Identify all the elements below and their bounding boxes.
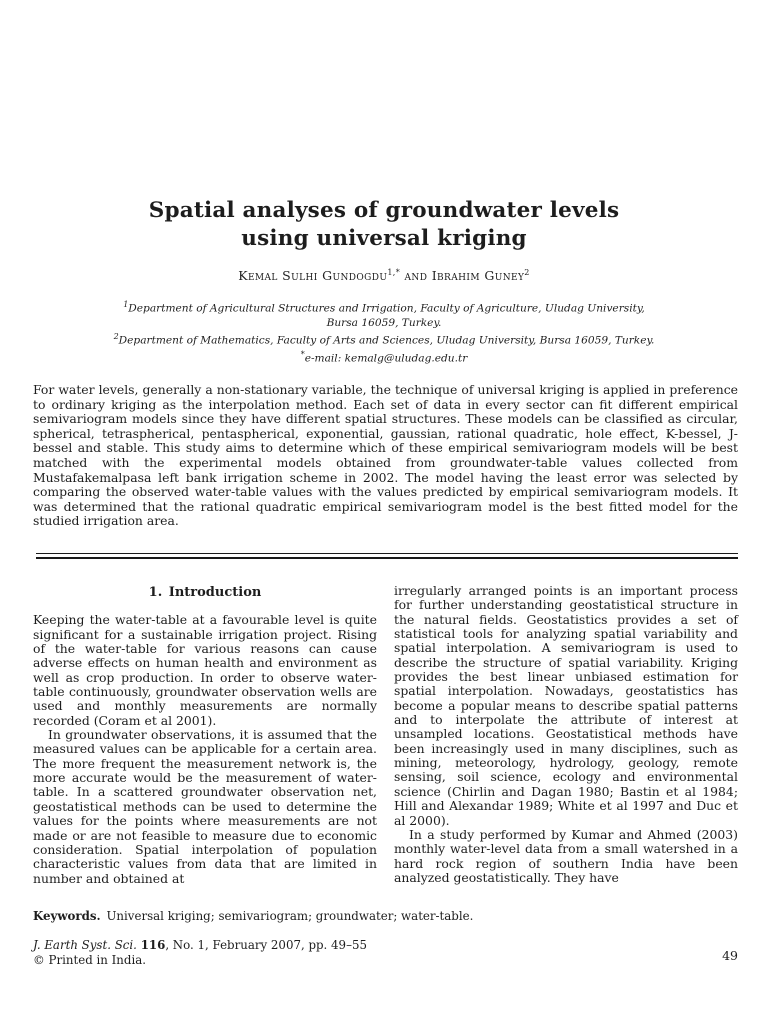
journal-name: J. Earth Syst. Sci. xyxy=(33,938,141,952)
author-2-superscript: 2 xyxy=(524,268,530,277)
affiliation-2-text: Department of Mathematics, Faculty of Arts and Sciences, Uludag University, Bursa 16059, Turkey. xyxy=(118,334,655,347)
author-2-name: Ibrahim Guney xyxy=(431,268,525,284)
journal-citation-line xyxy=(33,938,367,953)
authors-line xyxy=(0,268,768,283)
page-number: 49 xyxy=(722,948,738,963)
affiliation-1-line-1 xyxy=(0,298,768,316)
affiliation-2-line xyxy=(0,330,768,348)
authors-connector: and xyxy=(400,268,432,284)
keywords-label: Keywords. xyxy=(33,909,101,923)
introduction-paragraph-4: In a study performed by Kumar and Ahmed (2003) monthly water-level data from a small watershed in a hard rock region of southern India have been analyzed geostatistically. They have xyxy=(394,826,738,885)
affiliation-2-superscript: 2 xyxy=(113,332,119,342)
title-line-1: Spatial analyses of groundwater levels xyxy=(148,198,620,223)
left-column xyxy=(33,584,377,886)
abstract-separator-rule xyxy=(36,553,738,559)
introduction-paragraph-2: In groundwater observations, it is assumed that the measured values can be applicable for a certain area. The more frequent the measurement network is, the more accurate would be the measurement of water-table. In a scattered groundwater observation net, geostatistical methods can be used to determine the values for the points where measurements are not made or are not feasible to measure due to economic consideration. Spatial interpolation of population characteristic values from data that are limited in number and obtained at xyxy=(33,727,377,886)
email-text: e-mail: kemalg@uludag.edu.tr xyxy=(304,352,468,365)
page-title xyxy=(0,197,768,253)
title-line-2: using universal kriging xyxy=(241,226,527,251)
abstract-paragraph: For water levels, generally a non-stationary variable, the technique of universal kriging is applied in preference to ordinary kriging as the interpolation method. Each set of data in every sector can fit different empirical semivariogram models since they have different spatial structures. These models can be classified as circular, spherical, tetraspherical, pentaspherical, exponential, gaussian, rational quadratic, hole effect, K-bessel, J-bessel and stable. This study aims to determine which of these empirical semivariogram models will be best matched with the experimental models obtained from groundwater-table values collected from Mustafakemalpasa left bank irrigation scheme in 2002. The model having the least error was selected by comparing the observed water-table values with the values predicted by empirical semivariogram models. It was determined that the rational quadratic empirical semivariogram model is the best fitted model for the studied irrigation area. xyxy=(33,382,738,529)
printed-in-india-line: © Printed in India. xyxy=(33,953,147,967)
introduction-paragraph-1: Keeping the water-table at a favourable level is quite significant for a sustainable irrigation project. Rising of the water-table for various reasons can cause adverse effects on human health and environment as well as crop production. In order to observe water-table continuously, groundwater observation wells are used and monthly measurements are normally recorded (Coram et al 2001). xyxy=(33,612,377,728)
affiliation-1-superscript: 1 xyxy=(123,300,129,309)
affiliation-1-line-2: Bursa 16059, Turkey. xyxy=(326,316,442,329)
affiliation-1-text: Department of Agricultural Structures and Irrigation, Faculty of Agriculture, Uludag University, xyxy=(128,302,645,315)
journal-volume: 116 xyxy=(140,938,166,952)
author-1-name: Kemal Sulhi Gundogdu xyxy=(238,268,388,284)
email-superscript: * xyxy=(300,350,305,360)
author-1-superscript: 1,* xyxy=(387,268,401,277)
right-column xyxy=(394,584,738,886)
affiliations-block xyxy=(0,298,768,366)
journal-citation-rest: , No. 1, February 2007, pp. 49–55 xyxy=(165,938,367,952)
introduction-heading: 1. Introduction xyxy=(148,585,262,600)
body-columns xyxy=(33,584,738,886)
keywords-line xyxy=(33,909,738,923)
keywords-text: Universal kriging; semivariogram; groundwater; water-table. xyxy=(100,909,474,923)
email-line xyxy=(0,348,768,366)
footer-citation xyxy=(33,938,367,968)
introduction-paragraph-3: irregularly arranged points is an important process for further understanding geostatistical structure in the natural fields. Geostatistics provides a set of statistical tools for analyzing spatial variability and spatial interpolation. A semivariogram is used to describe the structure of spatial variability. Kriging provides the best linear unbiased estimation for spatial interpolation. Nowadays, geostatistics has become a popular means to describe spatial patterns and to interpolate the attribute of interest at unsampled locations. Geostatistical methods have been increasingly used in many disciplines, such as mining, meteorology, hydrology, geology, remote sensing, soil science, ecology and environmental science (Chirlin and Dagan 1980; Bastin et al 1984; Hill and Alexandar 1989; White et al 1997 and Duc et al 2000). xyxy=(394,583,738,828)
